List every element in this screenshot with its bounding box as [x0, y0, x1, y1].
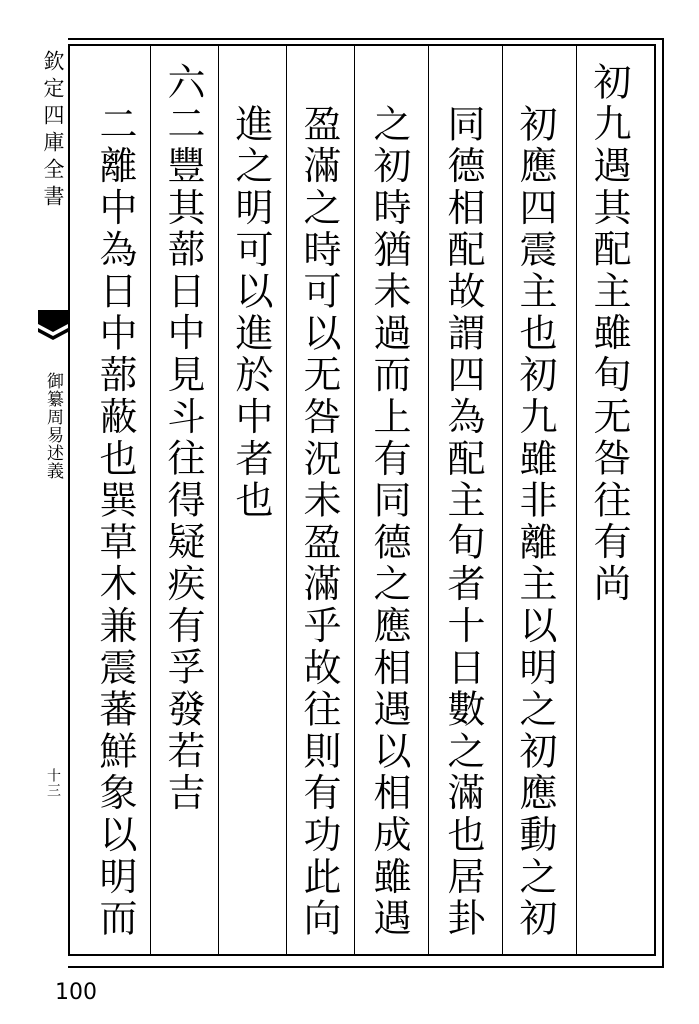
- text-column-8: 二離中為日中蔀蔽也巽草木兼震蕃鮮象以明而: [93, 104, 137, 940]
- text-column-7: 六二豐其蔀日中見斗往得疑疾有孚發若吉: [161, 62, 205, 815]
- column-rule: [286, 44, 287, 956]
- text-column-4: 之初時猶未過而上有同德之應相遇以相成雖遇: [367, 104, 411, 940]
- page-number: 100: [55, 980, 97, 1005]
- fishtail-ornament-icon: [38, 310, 68, 346]
- text-column-2: 初應四震主也初九雖非離主以明之初應動之初: [513, 104, 557, 940]
- column-rule: [428, 44, 429, 956]
- column-rule: [502, 44, 503, 956]
- text-column-5: 盈滿之時可以无咎況未盈滿乎故往則有功此向: [297, 104, 341, 940]
- column-rule: [354, 44, 355, 956]
- text-frame: [68, 44, 656, 956]
- leaf-number: 十三: [45, 768, 61, 798]
- text-column-1: 初九遇其配主雖旬无咎往有尚: [587, 62, 631, 606]
- column-rule: [576, 44, 577, 956]
- section-title: 御纂周易述義: [43, 372, 63, 480]
- book-title: 欽定四庫全書: [41, 50, 65, 212]
- text-column-6: 進之明可以進於中者也: [229, 104, 273, 522]
- column-rule: [150, 44, 151, 956]
- text-column-3: 同德相配故謂四為配主旬者十日數之滿也居卦: [441, 104, 485, 940]
- column-rule: [218, 44, 219, 956]
